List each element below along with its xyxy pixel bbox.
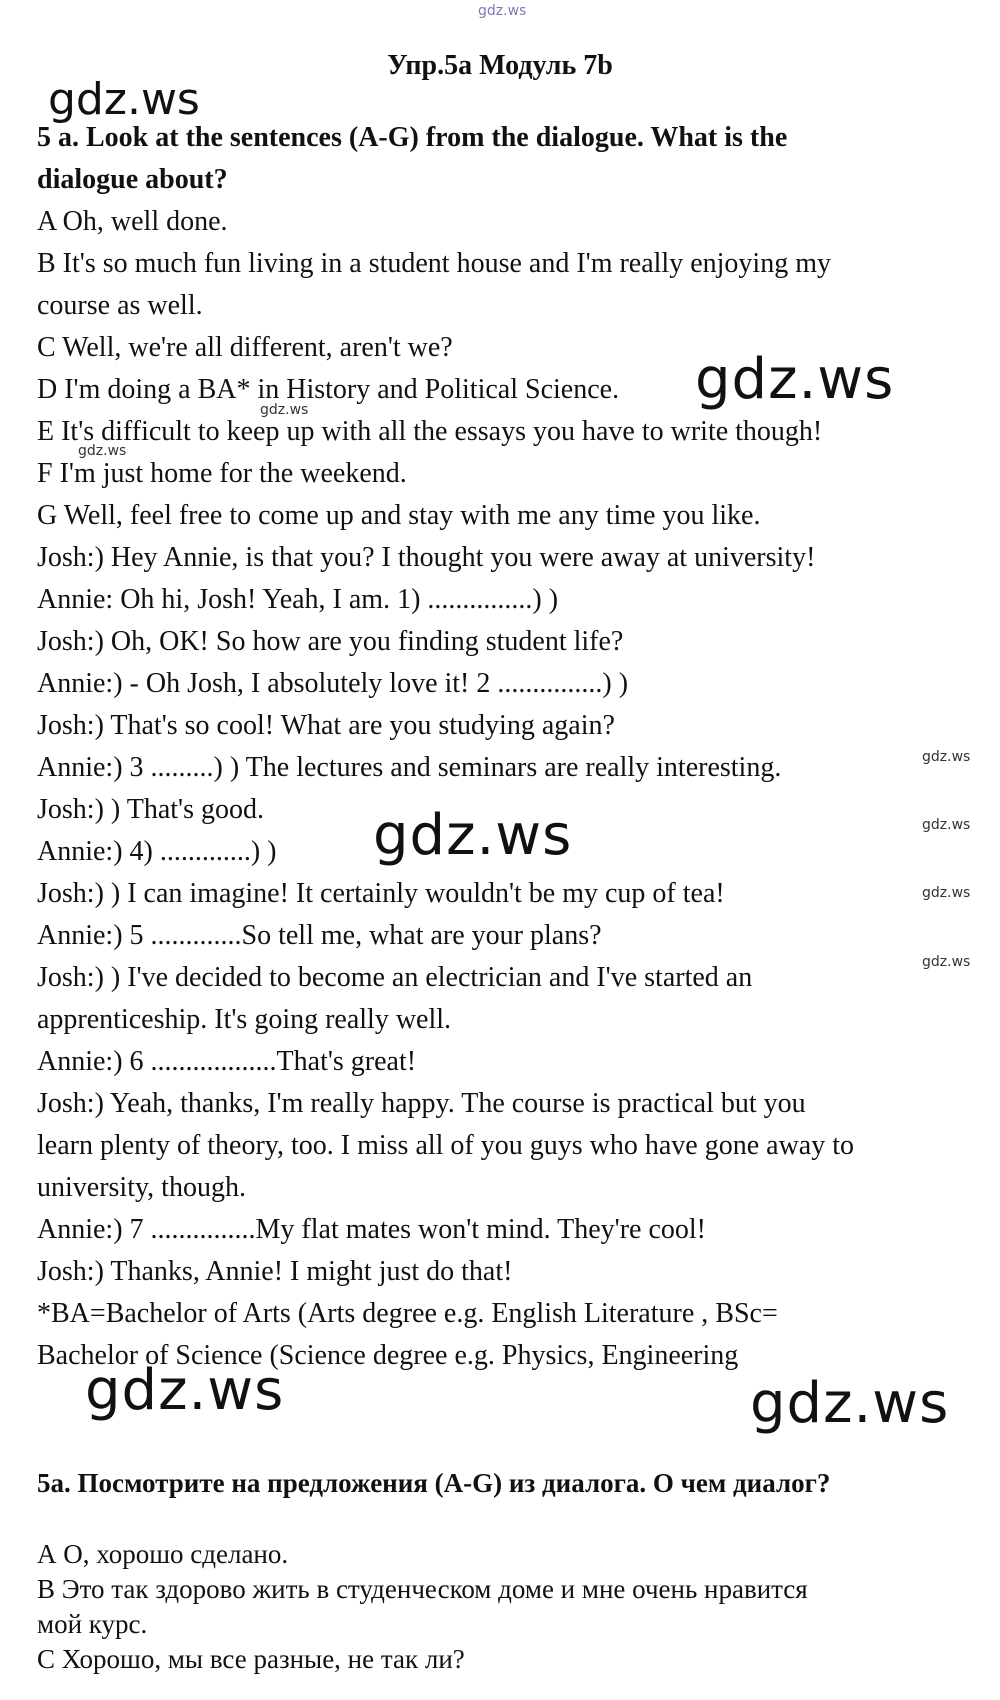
dialogue-line: Josh:) Thanks, Annie! I might just do that!: [37, 1256, 513, 1287]
sentence-c: C Well, we're all different, aren't we?: [37, 332, 453, 363]
exercise-heading-line-2: dialogue about?: [37, 164, 228, 195]
footnote-line: *BA=Bachelor of Arts (Arts degree e.g. English Literature , BSc=: [37, 1298, 778, 1329]
translation-heading: 5a. Посмотрите на предложения (A-G) из диалога. О чем диалог?: [37, 1468, 831, 1498]
dialogue-line: Annie:) - Oh Josh, I absolutely love it! 2 ...............) ): [37, 668, 629, 699]
translation-text: [37, 1537, 977, 1677]
dialogue-line: Josh:) ) That's good.: [37, 794, 264, 825]
dialogue-line: Josh:) Hey Annie, is that you? I thought you were away at university!: [37, 542, 816, 573]
dialogue-line: Annie:) 6 ..................That's great!: [37, 1046, 417, 1077]
watermark: gdz.ws: [750, 1371, 950, 1436]
dialogue-line: Annie:) 7 ...............My flat mates won't mind. They're cool!: [37, 1214, 707, 1245]
watermark: gdz.ws: [922, 885, 971, 901]
watermark: gdz.ws: [922, 749, 971, 765]
sentence-b: B It's so much fun living in a student house and I'm really enjoying my: [37, 248, 831, 279]
dialogue-line: Josh:) ) I can imagine! It certainly wouldn't be my cup of tea!: [37, 878, 725, 909]
dialogue-line: Josh:) That's so cool! What are you studying again?: [37, 710, 615, 741]
watermark: gdz.ws: [260, 402, 309, 418]
watermark: gdz.ws: [78, 443, 127, 459]
dialogue-line: Josh:) Oh, OK! So how are you finding student life?: [37, 626, 624, 657]
dialogue-line: Annie:) 4) .............) ): [37, 836, 277, 867]
dialogue-line: Josh:) Yeah, thanks, I'm really happy. The course is practical but you: [37, 1088, 806, 1119]
dialogue-line: Annie: Oh hi, Josh! Yeah, I am. 1) ...............) ): [37, 584, 559, 615]
page-title: Упр.5a Модуль 7b: [387, 50, 613, 81]
watermark: gdz.ws: [695, 347, 895, 412]
watermark: gdz.ws: [922, 954, 971, 970]
sentence-e: E It's difficult to keep up with all the essays you have to write though!: [37, 416, 823, 447]
sentence-d: D I'm doing a BA* in History and Political Science.: [37, 374, 620, 405]
footnote-line: Bachelor of Science (Science degree e.g. Physics, Engineering: [37, 1340, 739, 1371]
translation-line: В Это так здорово жить в студенческом доме и мне очень нравится: [37, 1574, 808, 1604]
sentence-f: F I'm just home for the weekend.: [37, 458, 407, 489]
translation-line: мой курс.: [37, 1609, 148, 1639]
dialogue-line: Josh:) ) I've decided to become an electrician and I've started an: [37, 962, 753, 993]
watermark: gdz.ws: [373, 803, 573, 868]
sentence-g: G Well, feel free to come up and stay with me any time you like.: [37, 500, 761, 531]
dialogue-line: learn plenty of theory, too. I miss all of you guys who have gone away to: [37, 1130, 855, 1161]
exercise-text: [37, 117, 967, 1377]
dialogue-line: apprenticeship. It's going really well.: [37, 1004, 452, 1035]
watermark: gdz.ws: [922, 817, 971, 833]
exercise-heading-line-1: 5 a. Look at the sentences (A-G) from the dialogue. What is the: [37, 122, 788, 153]
dialogue-line: Annie:) 3 .........) ) The lectures and seminars are really interesting.: [37, 752, 782, 783]
watermark: gdz.ws: [85, 1358, 285, 1423]
sentence-b-cont: course as well.: [37, 290, 203, 321]
sentence-a: A Oh, well done.: [37, 206, 228, 237]
watermark-top: gdz.ws: [478, 3, 527, 19]
translation-line: С Хорошо, мы все разные, не так ли?: [37, 1644, 465, 1674]
dialogue-line: Annie:) 5 .............So tell me, what are your plans?: [37, 920, 602, 951]
translation-line: А О, хорошо сделано.: [37, 1539, 289, 1569]
watermark: gdz.ws: [48, 74, 200, 125]
dialogue-line: university, though.: [37, 1172, 246, 1203]
